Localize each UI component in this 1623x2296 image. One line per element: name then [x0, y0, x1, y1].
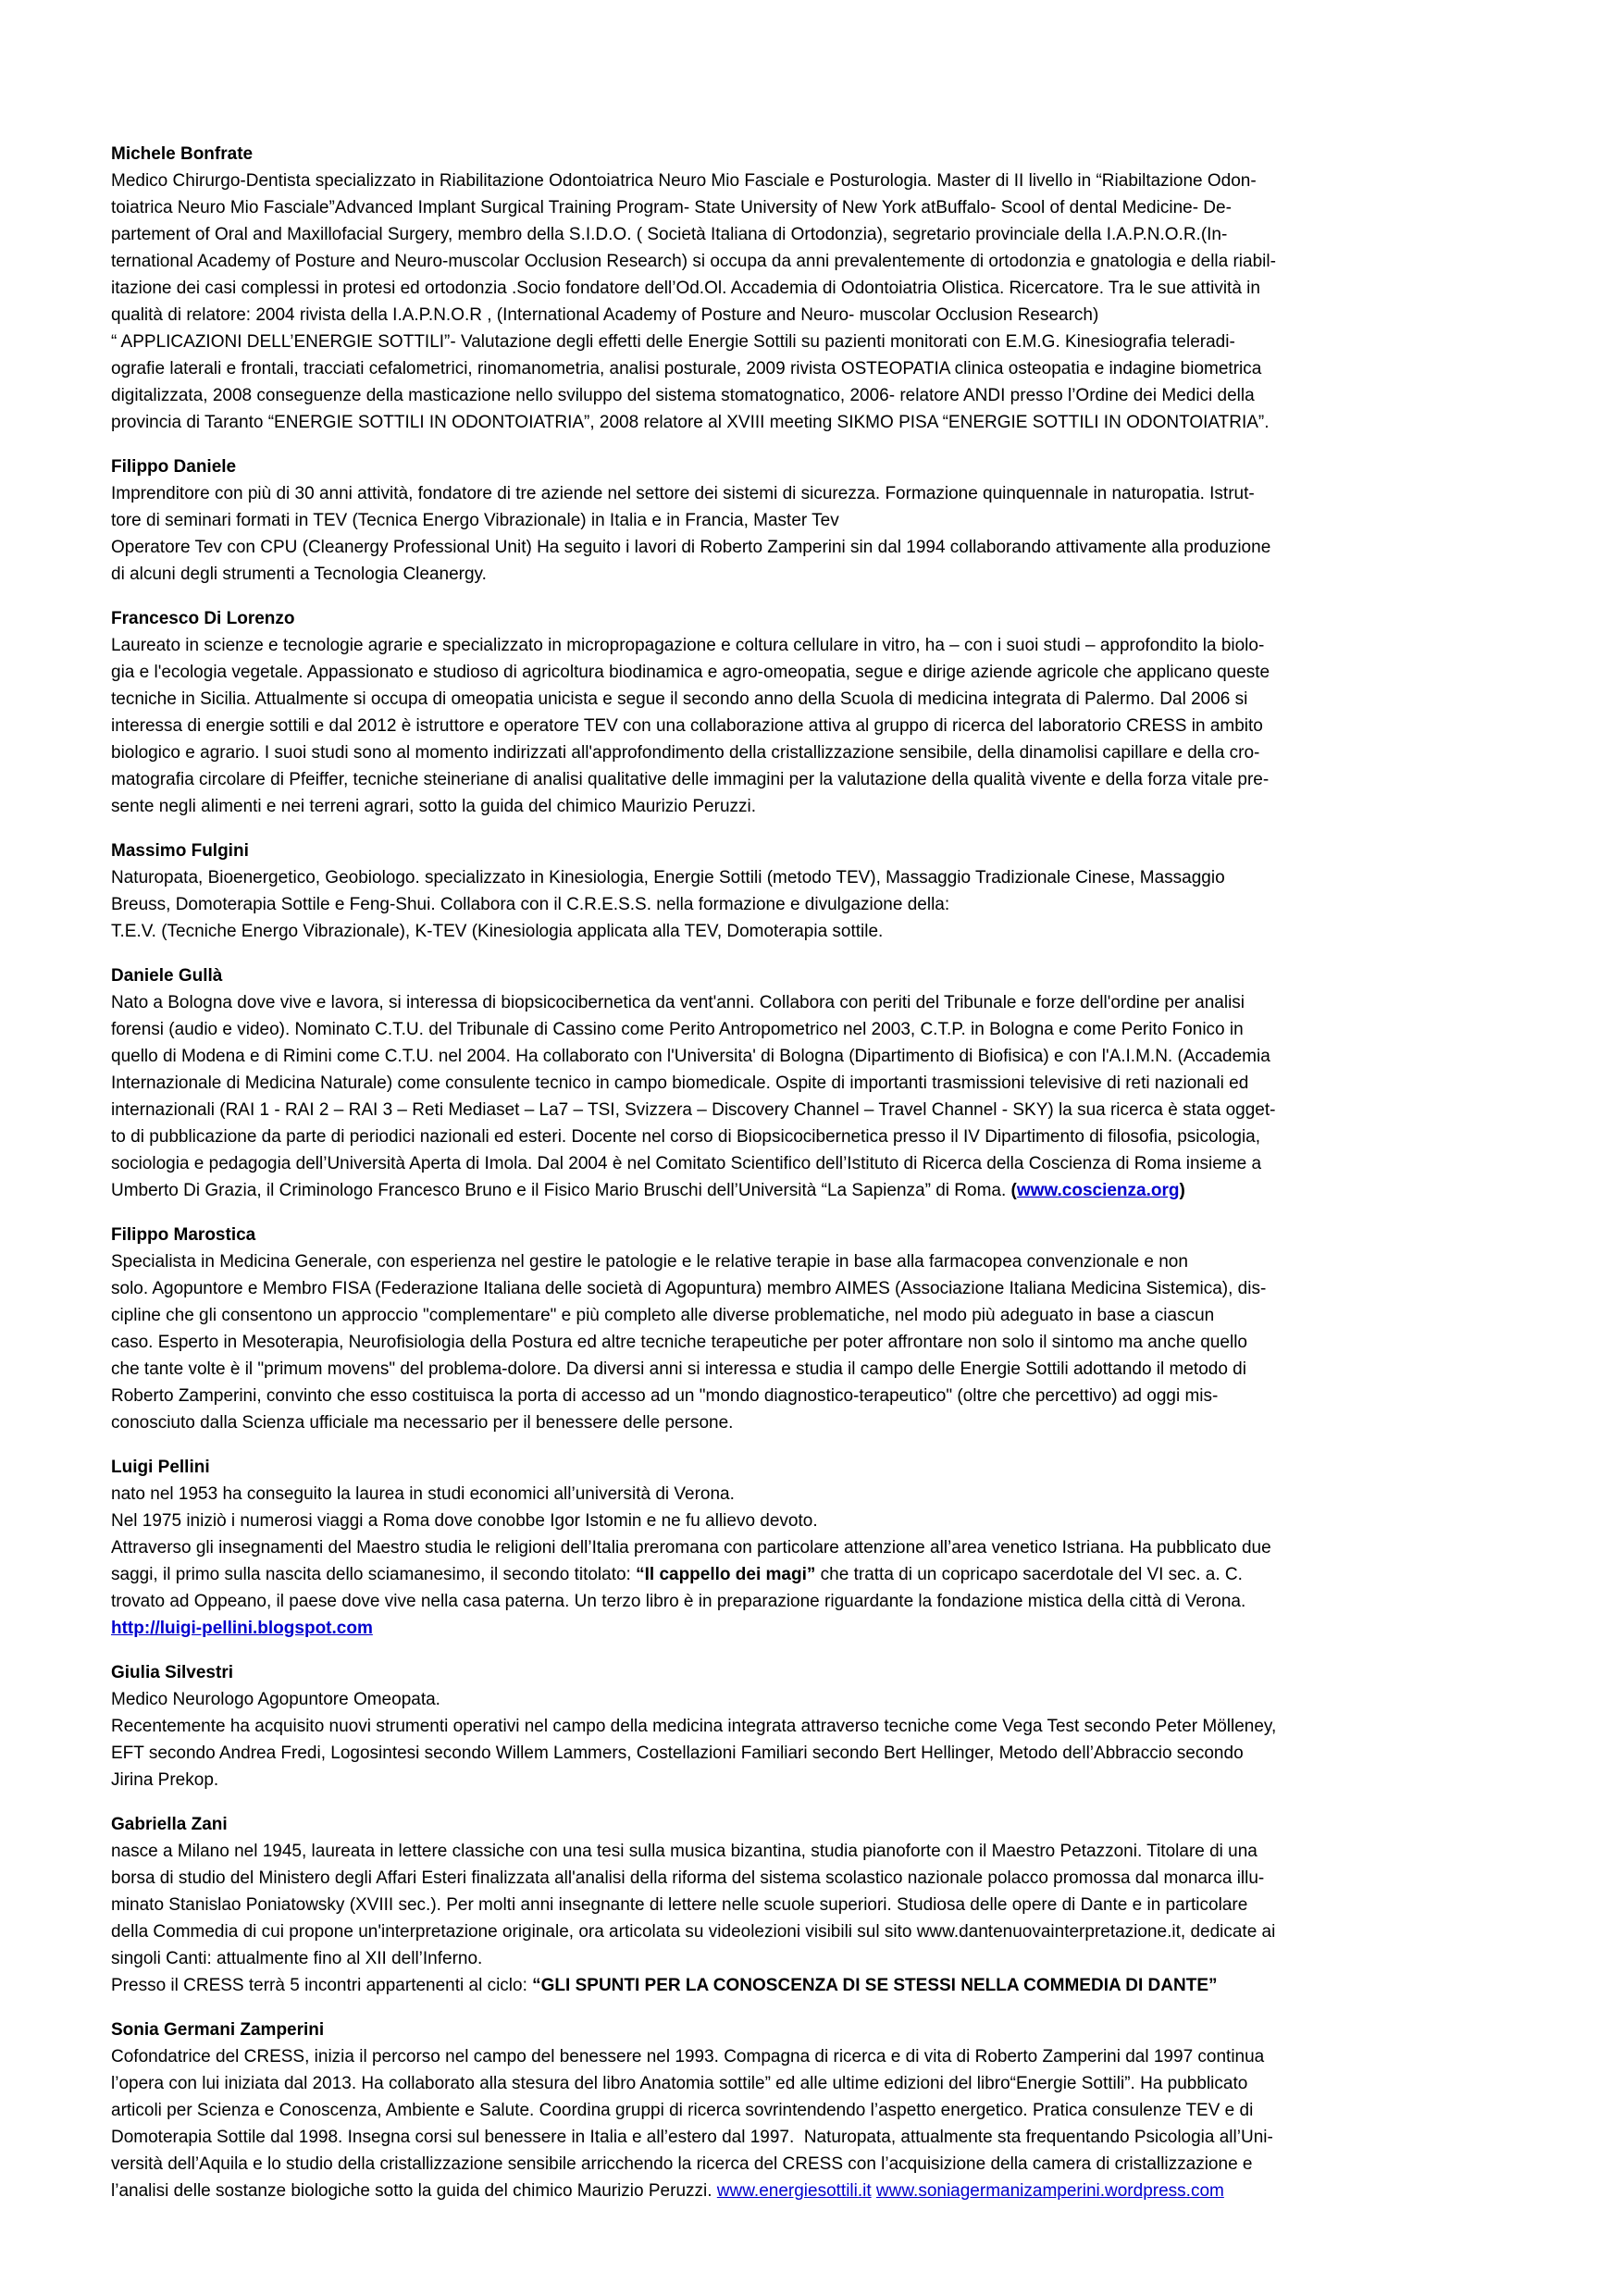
bio-text-line — [111, 561, 1521, 588]
text-run: cipline che gli consentono un approccio "complementare" e più completo alle diverse problematiche, nel modo più adeguato in base a ciascun — [111, 1306, 1215, 1325]
bio-text-line — [111, 382, 1521, 409]
bio-text-line — [111, 2070, 1521, 2097]
text-run: Jirina Prekop. — [111, 1770, 219, 1790]
text-run: Attraverso gli insegnamenti del Maestro studia le religioni dell’Italia preromana con particolare attenzione all’area venetico Istriana. Ha pubblicato due — [111, 1538, 1271, 1558]
text-run: della Commedia di cui propone un'interpretazione originale, ora articolata su videolezioni visibili sul sito www.dantenuovainterpretazione.it, dedicate ai — [111, 1922, 1276, 1942]
bio-text-line — [111, 713, 1521, 739]
person-name-heading: Daniele Gullà — [111, 966, 223, 986]
bio-text-line — [111, 2151, 1521, 2178]
bio-text-line — [111, 659, 1521, 686]
person-name-heading: Luigi Pellini — [111, 1458, 210, 1477]
link[interactable]: www.coscienza.org — [1016, 1181, 1180, 1200]
text-run: l’analisi delle sostanze biologiche sotto la guida del chimico Maurizio Peruzzi. — [111, 2181, 717, 2201]
bio-section — [111, 141, 1521, 436]
text-run: nato nel 1953 ha conseguito la laurea in studi economici all’università di Verona. — [111, 1484, 735, 1504]
bio-text-line — [111, 194, 1521, 221]
text-run: matografia circolare di Pfeiffer, tecniche steineriane di analisi qualitative delle immagini per la valutazione della qualità vivente e della forza vitale pre- — [111, 770, 1270, 789]
bio-section — [111, 1811, 1521, 1999]
bio-text-line — [111, 409, 1521, 436]
bio-text-line — [111, 793, 1521, 820]
text-run: Specialista in Medicina Generale, con esperienza nel gestire le patologie e le relative terapie in base alla farmacopea convenzionale e non — [111, 1252, 1188, 1272]
text-run: T.E.V. (Tecniche Energo Vibrazionale), K-TEV (Kinesiologia applicata alla TEV, Domoterapia sottile. — [111, 922, 884, 941]
bio-text-line — [111, 918, 1521, 945]
text-run: Medico Chirurgo-Dentista specializzato in Riabilitazione Odontoiatrica Neuro Mio Fasciale e Posturologia. Master di II livello in “Riabiltazione Odon- — [111, 171, 1257, 191]
person-name-heading: Sonia Germani Zamperini — [111, 2020, 325, 2040]
text-run: Cofondatrice del CRESS, inizia il percorso nel campo del benessere nel 1993. Compagna di ricerca e di vita di Roberto Zamperini dal 1997 continua — [111, 2047, 1265, 2066]
text-run: Internazionale di Medicina Naturale) come consulente tecnico in campo biomedicale. Ospite di importanti trasmissioni televisive di reti nazionali ed — [111, 1074, 1249, 1093]
bio-text-line — [111, 1686, 1521, 1713]
bio-section — [111, 453, 1521, 588]
bio-section — [111, 838, 1521, 945]
person-name-heading: Filippo Marostica — [111, 1225, 256, 1245]
bio-text-line — [111, 1150, 1521, 1177]
bio-text-line — [111, 1016, 1521, 1043]
text-run: biologico e agrario. I suoi studi sono al momento indirizzati all'approfondimento della cristallizzazione sensibile, della dinamolisi capillare e della cro- — [111, 743, 1260, 763]
text-run: versità dell’Aquila e lo studio della cristallizzazione sensibile arricchendo la ricerca del CRESS con l’acquisizione della camera di cristallizzazione e — [111, 2154, 1253, 2174]
text-run: to di pubblicazione da parte di periodici nazionali ed esteri. Docente nel corso di Biopsicocibernetica presso il IV Dipartimento di filosofia, psicologia, — [111, 1127, 1261, 1147]
text-run: qualità di relatore: 2004 rivista della I.A.P.N.O.R , (International Academy of Posture and Neuro- muscolar Occlusion Research) — [111, 305, 1099, 325]
bio-text-line — [111, 248, 1521, 275]
bio-text-line — [111, 168, 1521, 194]
text-run: ternational Academy of Posture and Neuro-muscolar Occlusion Research) si occupa da anni prevalentemente di ortodonzia e gnatologia e della riabil- — [111, 252, 1276, 271]
text-run: saggi, il primo sulla nascita dello sciamanesimo, il secondo titolato: — [111, 1565, 637, 1584]
bio-text-line — [111, 534, 1521, 561]
text-run: Presso il CRESS terrà 5 incontri appartenenti al ciclo: — [111, 1976, 533, 1995]
link[interactable]: www.energiesottili.it — [716, 2181, 872, 2201]
text-run: Medico Neurologo Agopuntore Omeopata. — [111, 1690, 440, 1709]
person-name-heading: Filippo Daniele — [111, 457, 237, 477]
text-run: solo. Agopuntore e Membro FISA (Federazione Italiana delle società di Agopuntura) membro AIMES (Associazione Italiana Medicina Sistemica), dis- — [111, 1279, 1267, 1298]
bio-text-line — [111, 2178, 1521, 2204]
bio-section — [111, 962, 1521, 1204]
person-name-heading: Gabriella Zani — [111, 1815, 228, 1834]
person-name-heading: Francesco Di Lorenzo — [111, 609, 295, 628]
bio-text-line — [111, 329, 1521, 355]
bio-text-line — [111, 632, 1521, 659]
text-run: “ APPLICAZIONI DELL’ENERGIE SOTTILI”- Valutazione degli effetti delle Energie Sottili su pazienti monitorati con E.M.G. Kinesiografia teleradi- — [111, 332, 1235, 352]
text-run: toiatrica Neuro Mio Fasciale”Advanced Implant Surgical Training Program- State University of New York atBuffalo- Scool of dental Medicine- De- — [111, 198, 1232, 217]
bio-section — [111, 1454, 1521, 1642]
text-run: Naturopata, Bioenergetico, Geobiologo. specializzato in Kinesiologia, Energie Sottili (metodo TEV), Massaggio Tradizionale Cinese, Massaggio — [111, 868, 1225, 887]
text-run: articoli per Scienza e Conoscenza, Ambiente e Salute. Coordina gruppi di ricerca sovrintendendo l’aspetto energetico. Pratica consulenze TEV e di — [111, 2101, 1254, 2120]
text-run: conosciuto dalla Scienza ufficiale ma necessario per il benessere delle persone. — [111, 1413, 734, 1433]
bio-text-line — [111, 1248, 1521, 1275]
bio-text-line — [111, 1838, 1521, 1865]
bio-text-line — [111, 686, 1521, 713]
text-run: che tante volte è il "primum movens" del problema-dolore. Da diversi anni si interessa e studia il campo delle Energie Sottili adottando il metodo di — [111, 1359, 1246, 1379]
text-run: quello di Modena e di Rimini come C.T.U. nel 2004. Ha collaborato con l'Universita' di Bologna (Dipartimento di Biofisica) e con l'A.I.M.N. (Accademia — [111, 1047, 1270, 1066]
text-run: forensi (audio e video). Nominato C.T.U. del Tribunale di Cassino come Perito Antropometrico nel 2003, C.T.P. in Bologna e come Perito Fonico in — [111, 1020, 1244, 1039]
text-run: tecniche in Sicilia. Attualmente si occupa di omeopatia unicista e segue il secondo anno della Scuola di medicina integrata di Palermo. Dal 2006 si — [111, 689, 1248, 709]
bio-section — [111, 1659, 1521, 1793]
bio-text-line — [111, 766, 1521, 793]
bio-section — [111, 605, 1521, 820]
text-run: EFT secondo Andrea Fredi, Logosintesi secondo Willem Lammers, Costellazioni Familiari secondo Bert Hellinger, Metodo dell’Abbraccio secondo — [111, 1744, 1244, 1763]
bio-text-line — [111, 1481, 1521, 1508]
text-run: tore di seminari formati in TEV (Tecnica Energo Vibrazionale) in Italia e in Francia, Master Tev — [111, 511, 839, 530]
text-run: caso. Esperto in Mesoterapia, Neurofisiologia della Postura ed altre tecniche terapeutiche per poter affrontare non solo il sintomo ma anche quello — [111, 1333, 1247, 1352]
text-run: digitalizzata, 2008 conseguenze della masticazione nello sviluppo del sistema stomatognatico, 2006- relatore ANDI presso l’Ordine dei Medici della — [111, 386, 1255, 405]
bio-text-line — [111, 1383, 1521, 1409]
bio-text-line — [111, 221, 1521, 248]
bold-text-run: “GLI SPUNTI PER LA CONOSCENZA DI SE STESSI NELLA COMMEDIA DI DANTE” — [532, 1976, 1218, 1995]
text-run: singoli Canti: attualmente fino al XII dell’Inferno. — [111, 1949, 483, 1968]
text-run: di alcuni degli strumenti a Tecnologia Cleanergy. — [111, 565, 487, 584]
text-run: Roberto Zamperini, convinto che esso costituisca la porta di accesso ad un "mondo diagnostico-terapeutico" (oltre che percettivo) ad oggi mis- — [111, 1386, 1219, 1406]
bio-text-line — [111, 1615, 1521, 1642]
bio-text-line — [111, 1123, 1521, 1150]
bold-text-run: ( — [1010, 1181, 1017, 1200]
text-run: Nato a Bologna dove vive e lavora, si interessa di biopsicocibernetica da vent'anni. Collabora con periti del Tribunale e forze dell'ordine per analisi — [111, 993, 1245, 1012]
bio-text-line — [111, 1275, 1521, 1302]
text-run: Breuss, Domoterapia Sottile e Feng-Shui. Collabora con il C.R.E.S.S. nella formazione e divulgazione della: — [111, 895, 950, 914]
bio-text-line — [111, 1329, 1521, 1356]
bio-text-line — [111, 1177, 1521, 1204]
text-run: l’opera con lui iniziata dal 2013. Ha collaborato alla stesura del libro Anatomia sottile” ed alle ultime edizioni del libro“Energie Sottili”. Ha pubblicato — [111, 2074, 1248, 2093]
bio-text-line — [111, 2097, 1521, 2124]
bio-text-line — [111, 355, 1521, 382]
text-run: Operatore Tev con CPU (Cleanergy Professional Unit) Ha seguito i lavori di Roberto Zamperini sin dal 1994 collaborando attivamente alla produzione — [111, 538, 1271, 557]
bio-text-line — [111, 1972, 1521, 1999]
bio-text-line — [111, 739, 1521, 766]
text-run: borsa di studio del Ministero degli Affari Esteri finalizzata all'analisi della riforma del sistema scolastico nazionale polacco promossa dal monarca illu- — [111, 1868, 1265, 1888]
text-run: che tratta di un copricapo sacerdotale del VI sec. a. C. — [815, 1565, 1243, 1584]
bio-text-line — [111, 989, 1521, 1016]
text-run: minato Stanislao Poniatowsky (XVIII sec.). Per molti anni insegnante di lettere nelle scuole superiori. Studiosa delle opere di Dante e in particolare — [111, 1895, 1248, 1915]
bio-text-line — [111, 1865, 1521, 1892]
bio-text-line — [111, 864, 1521, 891]
text-run: Nel 1975 iniziò i numerosi viaggi a Roma dove conobbe Igor Istomin e ne fu allievo devoto. — [111, 1511, 818, 1531]
bio-text-line — [111, 1767, 1521, 1793]
bio-text-line — [111, 1097, 1521, 1123]
link[interactable]: http://luigi-pellini.blogspot.com — [111, 1619, 373, 1638]
bio-text-line — [111, 1588, 1521, 1615]
text-run: Domoterapia Sottile dal 1998. Insegna corsi sul benessere in Italia e all’estero dal 1997. Naturopata, attualmente sta frequentando Psicologia all’Uni- — [111, 2128, 1273, 2147]
bio-text-line — [111, 302, 1521, 329]
bio-text-line — [111, 2043, 1521, 2070]
text-run: Laureato in scienze e tecnologie agrarie e specializzato in micropropagazione e coltura cellulare in vitro, ha – con i suoi studi – approfondito la biolo- — [111, 636, 1265, 655]
text-run: sente negli alimenti e nei terreni agrari, sotto la guida del chimico Maurizio Peruzzi. — [111, 797, 757, 816]
bio-text-line — [111, 1043, 1521, 1070]
text-run: Recentemente ha acquisito nuovi strumenti operativi nel campo della medicina integrata attraverso tecniche come Vega Test secondo Peter Mölleney, — [111, 1717, 1277, 1736]
bio-text-line — [111, 1534, 1521, 1561]
bio-text-line — [111, 2124, 1521, 2151]
bio-section — [111, 2017, 1521, 2204]
bio-text-line — [111, 1409, 1521, 1436]
bio-section — [111, 1222, 1521, 1436]
text-run: partement of Oral and Maxillofacial Surgery, membro della S.I.D.O. ( Società Italiana di Ortodonzia), segretario provinciale della I.A.P.N.O.R.(In- — [111, 225, 1228, 244]
text-run: provincia di Taranto “ENERGIE SOTTILI IN ODONTOIATRIA”, 2008 relatore al XVIII meeting SIKMO PISA “ENERGIE SOTTILI IN ODONTOIATRIA”. — [111, 413, 1270, 432]
text-run: sociologia e pedagogia dell’Università Aperta di Imola. Dal 2004 è nel Comitato Scientifico dell’Istituto di Ricerca della Coscienza di Roma insieme a — [111, 1154, 1262, 1173]
text-run: Imprenditore con più di 30 anni attività, fondatore di tre aziende nel settore dei sistemi di sicurezza. Formazione quinquennale in naturopatia. Istrut- — [111, 484, 1255, 503]
text-run: interessa di energie sottili e dal 2012 è istruttore e operatore TEV con una collaborazione attiva al gruppo di ricerca del laboratorio CRESS in ambito — [111, 716, 1263, 736]
bio-text-line — [111, 1892, 1521, 1918]
person-name-heading: Massimo Fulgini — [111, 841, 249, 861]
text-run: Umberto Di Grazia, il Criminologo Francesco Bruno e il Fisico Mario Bruschi dell’Università “La Sapienza” di Roma. — [111, 1181, 1011, 1200]
bio-text-line — [111, 507, 1521, 534]
person-name-heading: Michele Bonfrate — [111, 144, 254, 164]
bold-text-run: ) — [1179, 1181, 1185, 1200]
bio-text-line — [111, 1918, 1521, 1945]
link[interactable]: www.soniagermanizamperini.wordpress.com — [875, 2181, 1224, 2201]
person-name-heading: Giulia Silvestri — [111, 1663, 233, 1682]
text-run: internazionali (RAI 1 - RAI 2 – RAI 3 – Reti Mediaset – La7 – TSI, Svizzera – Discovery Channel – Travel Channel - SKY) la sua ricerca è stata ogget- — [111, 1100, 1276, 1120]
text-run: trovato ad Oppeano, il paese dove vive nella casa paterna. Un terzo libro è in preparazione riguardante la fondazione mistica della città di Verona. — [111, 1592, 1246, 1611]
bio-text-line — [111, 891, 1521, 918]
bio-text-line — [111, 1070, 1521, 1097]
text-run: itazione dei casi complessi in protesi ed ortodonzia .Socio fondatore dell’Od.Ol. Accademia di Odontoiatria Olistica. Ricercatore. Tra le sue attività in — [111, 279, 1260, 298]
text-run: gia e l'ecologia vegetale. Appassionato e studioso di agricoltura biodinamica e agro-omeopatia, segue e dirige aziende agricole che applicano queste — [111, 663, 1270, 682]
bio-text-line — [111, 1740, 1521, 1767]
bio-text-line — [111, 1561, 1521, 1588]
bio-text-line — [111, 480, 1521, 507]
bio-text-line — [111, 1356, 1521, 1383]
bold-text-run: “Il cappello dei magi” — [636, 1565, 816, 1584]
text-run: ografie laterali e frontali, tracciati cefalometrici, rinomanometria, analisi posturale, 2009 rivista OSTEOPATIA clinica osteopatia e indagine biometrica — [111, 359, 1262, 379]
text-run: nasce a Milano nel 1945, laureata in lettere classiche con una tesi sulla musica bizantina, studia pianoforte con il Maestro Petazzoni. Titolare di una — [111, 1842, 1258, 1861]
bio-text-line — [111, 1508, 1521, 1534]
bio-text-line — [111, 275, 1521, 302]
bio-text-line — [111, 1713, 1521, 1740]
bio-text-line — [111, 1302, 1521, 1329]
bio-text-line — [111, 1945, 1521, 1972]
